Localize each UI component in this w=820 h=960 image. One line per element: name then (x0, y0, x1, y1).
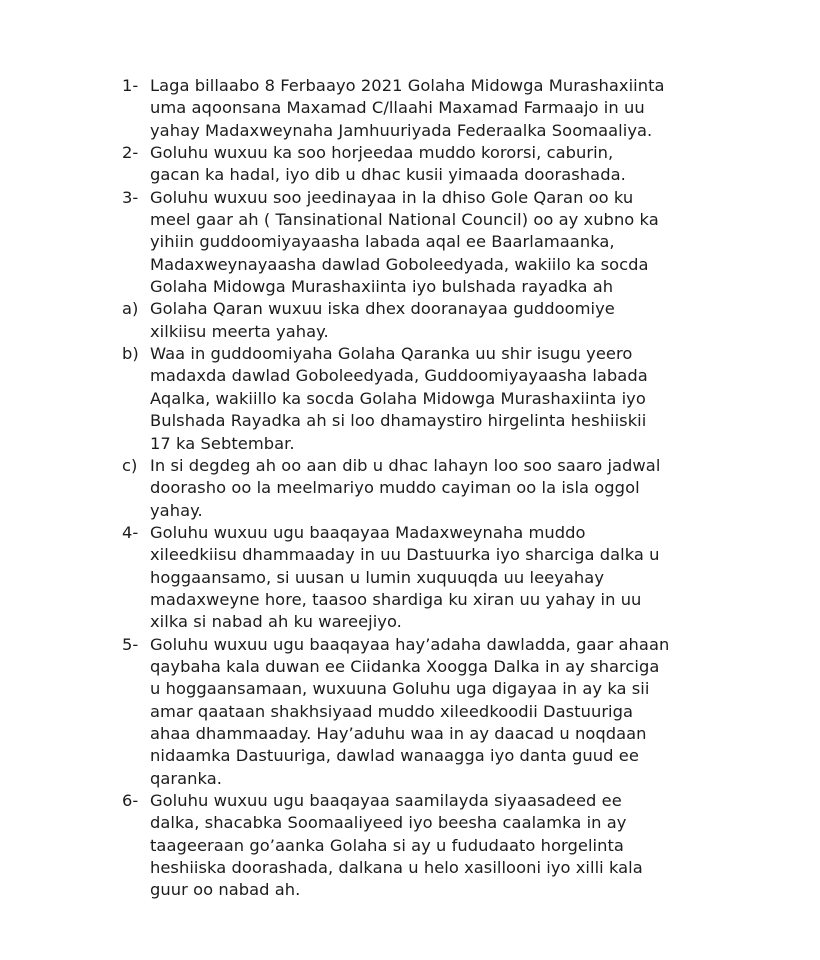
item-text-line: nidaamka Dastuuriga, dawlad wanaagga iyo danta guud ee (150, 746, 639, 766)
item-text-line: Bulshada Rayadka ah si loo dhamaystiro hirgelinta heshiiskii (150, 411, 647, 431)
item-text-line: u hoggaansamaan, wuxuuna Goluhu uga digayaa in ay ka sii (150, 679, 650, 699)
item-text-line: xilka si nabad ah ku wareejiyo. (150, 612, 402, 632)
list-item (122, 790, 762, 902)
item-marker: 5- (122, 634, 139, 654)
item-text-line: xilkiisu meerta yahay. (150, 321, 329, 341)
item-text-line: yihiin guddoomiyayaasha labada aqal ee Baarlamaanka, (150, 232, 615, 252)
item-text-line: Golaha Midowga Murashaxiinta iyo bulshada rayadka ah (150, 277, 614, 297)
item-text-line: meel gaar ah ( Tansinational National Council) oo ay xubno ka (150, 210, 659, 230)
item-marker: c) (122, 455, 138, 475)
item-text-line: uma aqoonsana Maxamad C/llaahi Maxamad Farmaajo in uu (150, 98, 645, 118)
item-marker: a) (122, 299, 139, 319)
list-item (122, 522, 762, 634)
item-text-line: hoggaansamo, si uusan u lumin xuquuqda uu leeyahay (150, 567, 605, 587)
item-text-line: Waa in guddoomiyaha Golaha Qaranka uu shir isugu yeero (150, 344, 633, 364)
item-text-line: yahay. (150, 500, 203, 520)
item-marker: 1- (122, 76, 139, 95)
item-text-line: 17 ka Sebtembar. (150, 433, 295, 453)
item-text-line: taageeraan go’aanka Golaha si ay u fududaato horgelinta (150, 835, 624, 855)
item-text-line: ahaa dhammaaday. Hay’aduhu waa in ay daacad u noqdaan (150, 723, 647, 743)
item-text-line: Goluhu wuxuu ugu baaqayaa Madaxweynaha muddo (150, 522, 586, 542)
item-marker: 6- (122, 791, 139, 810)
list-item (122, 75, 762, 142)
statement-list (122, 75, 762, 902)
item-marker: b) (122, 344, 139, 364)
item-text-line: Goluhu wuxuu ugu baaqayaa hay’adaha dawladda, gaar ahaan (150, 634, 670, 654)
item-text-line: Aqalka, wakiillo ka socda Golaha Midowga Murashaxiinta iyo (150, 388, 646, 408)
list-item (122, 187, 762, 299)
item-text-line: Goluhu wuxuu ka soo horjeedaa muddo kororsi, caburin, (150, 143, 614, 163)
item-text-line: guur oo nabad ah. (150, 880, 301, 900)
sub-list-item (122, 455, 762, 522)
item-text-line: dalka, shacabka Soomaaliyeed iyo beesha caalamka in ay (150, 813, 627, 833)
item-text-line: madaxda dawlad Goboleedyada, Guddoomiyayaasha labada (150, 366, 648, 386)
item-text-line: doorasho oo la meelmariyo muddo cayiman oo la isla oggol (150, 478, 640, 498)
item-text-line: qaranka. (150, 768, 222, 788)
item-text-line: qaybaha kala duwan ee Ciidanka Xoogga Dalka in ay sharciga (150, 656, 660, 676)
item-text-line: Goluhu wuxuu soo jeedinayaa in la dhiso Gole Qaran oo ku (150, 187, 634, 207)
sub-list-item (122, 343, 762, 455)
item-text-line: madaxweyne hore, taasoo shardiga ku xiran uu yahay in uu (150, 589, 642, 609)
item-text-line: Goluhu wuxuu ugu baaqayaa saamilayda siyaasadeed ee (150, 791, 622, 810)
sub-list-item (122, 298, 762, 343)
item-marker: 4- (122, 522, 139, 542)
item-text-line: yahay Madaxweynaha Jamhuuriyada Federaalka Soomaaliya. (150, 120, 653, 140)
item-text-line: heshiiska doorashada, dalkana u helo xasillooni iyo xilli kala (150, 858, 643, 878)
item-text-line: gacan ka hadal, iyo dib u dhac kusii yimaada doorashada. (150, 165, 626, 185)
item-text-line: Golaha Qaran wuxuu iska dhex dooranayaa guddoomiye (150, 299, 615, 319)
item-marker: 2- (122, 143, 139, 163)
item-text-line: Laga billaabo 8 Ferbaayo 2021 Golaha Midowga Murashaxiinta (150, 76, 665, 95)
item-text-line: Madaxweynayaasha dawlad Goboleedyada, wakiilo ka socda (150, 254, 649, 274)
item-text-line: In si degdeg ah oo aan dib u dhac lahayn loo soo saaro jadwal (150, 455, 661, 475)
item-marker: 3- (122, 187, 139, 207)
item-text-line: amar qaataan shakhsiyaad muddo xileedkoodii Dastuuriga (150, 701, 634, 721)
item-text-line: xileedkiisu dhammaaday in uu Dastuurka iyo sharciga dalka u (150, 545, 660, 565)
list-item (122, 634, 762, 790)
list-item (122, 142, 762, 187)
